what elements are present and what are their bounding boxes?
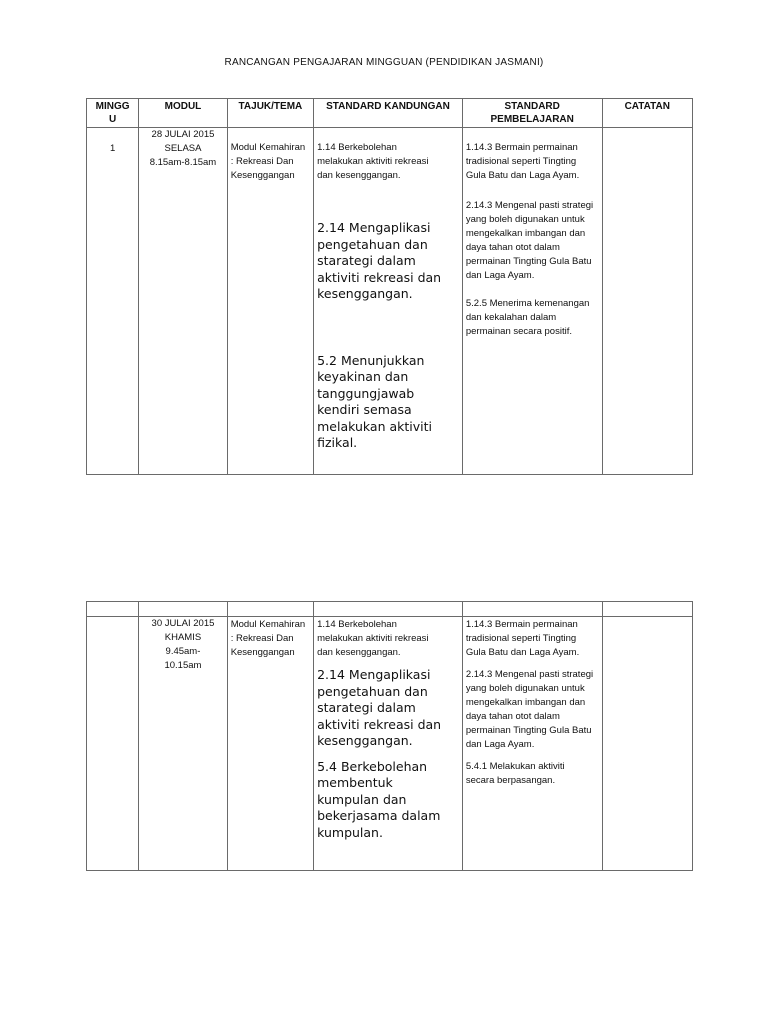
standard-pembelajaran-cell <box>462 617 602 871</box>
minggu-cell <box>87 128 139 475</box>
lesson-day: SELASA <box>164 143 202 154</box>
table-row <box>87 617 693 871</box>
sk-item: 2.14 Mengaplikasi pengetahuan dan starategi dalam aktiviti rekreasi dan kesenggangan. <box>317 220 442 301</box>
empty-cell <box>87 602 139 617</box>
minggu-cell <box>87 617 139 871</box>
tajuk-cell <box>227 128 313 475</box>
table-row <box>87 128 693 475</box>
sk-item: 2.14 Mengaplikasi pengetahuan dan starategi dalam aktiviti rekreasi dan kesenggangan. <box>317 667 442 748</box>
modul-cell <box>139 617 227 871</box>
catatan-cell <box>602 128 692 475</box>
tajuk-text: Modul Kemahiran : Rekreasi Dan Kesenggangan <box>230 619 306 658</box>
sp-item: 2.14.3 Mengenal pasti strategi yang boleh digunakan untuk mengekalkan imbangan dan daya tahan otot dalam permainan Tingting Gula Batu dan Laga Ayam. <box>465 200 594 281</box>
standard-kandungan-cell <box>314 617 463 871</box>
header-minggu: MINGG U <box>87 99 139 128</box>
catatan-cell <box>602 617 692 871</box>
header-standard-kandungan: STANDARD KANDUNGAN <box>314 99 463 128</box>
sp-item: 1.14.3 Bermain permainan tradisional seperti Tingting Gula Batu dan Laga Ayam. <box>465 619 580 658</box>
sk-item: 1.14 Berkebolehan melakukan aktiviti rekreasi dan kesenggangan. <box>317 142 429 181</box>
header-tajuk-tema: TAJUK/TEMA <box>227 99 313 128</box>
lesson-date: 28 JULAI 2015 <box>151 129 215 140</box>
sk-item: 5.2 Menunjukkan keyakinan dan tanggungjawab kendiri semasa melakukan aktiviti fizikal. <box>317 352 432 450</box>
header-catatan: CATATAN <box>602 99 692 128</box>
standard-pembelajaran-cell <box>462 128 602 475</box>
week-number: 1 <box>109 143 116 154</box>
standard-kandungan-cell <box>314 128 463 475</box>
header-modul: MODUL <box>139 99 227 128</box>
lesson-plan-table-week-1 <box>86 98 693 475</box>
modul-cell <box>139 128 227 475</box>
tajuk-text: Modul Kemahiran : Rekreasi Dan Kesenggangan <box>230 142 306 181</box>
empty-cell <box>462 602 602 617</box>
sp-item: 5.4.1 Melakukan aktiviti secara berpasangan. <box>465 761 565 786</box>
sk-item: 5.4 Berkebolehan membentuk kumpulan dan bekerjasama dalam kumpulan. <box>317 758 441 840</box>
empty-cell <box>227 602 313 617</box>
lesson-time: 9.45am-10.15am <box>164 646 202 671</box>
sp-item: 2.14.3 Mengenal pasti strategi yang boleh digunakan untuk mengekalkan imbangan dan daya tahan otot dalam permainan Tingting Gula Batu dan Laga Ayam. <box>465 669 594 750</box>
empty-cell <box>314 602 463 617</box>
page-title: RANCANGAN PENGAJARAN MINGGUAN (PENDIDIKAN JASMANI) <box>224 57 544 68</box>
lesson-day: KHAMIS <box>164 632 202 643</box>
lesson-time: 8.15am-8.15am <box>149 157 217 168</box>
empty-header-row <box>87 602 693 617</box>
sp-item: 1.14.3 Bermain permainan tradisional seperti Tingting Gula Batu dan Laga Ayam. <box>465 142 580 181</box>
empty-cell <box>139 602 227 617</box>
sp-item: 5.2.5 Menerima kemenangan dan kekalahan dalam permainan secara positif. <box>465 298 590 337</box>
sk-item: 1.14 Berkebolehan melakukan aktiviti rekreasi dan kesenggangan. <box>317 619 429 658</box>
lesson-date: 30 JULAI 2015 <box>151 618 215 629</box>
lesson-plan-table-week-2 <box>86 601 693 871</box>
header-standard-pembelajaran: STANDARD PEMBELAJARAN <box>462 99 602 128</box>
empty-cell <box>602 602 692 617</box>
tajuk-cell <box>227 617 313 871</box>
header-row <box>87 99 693 128</box>
